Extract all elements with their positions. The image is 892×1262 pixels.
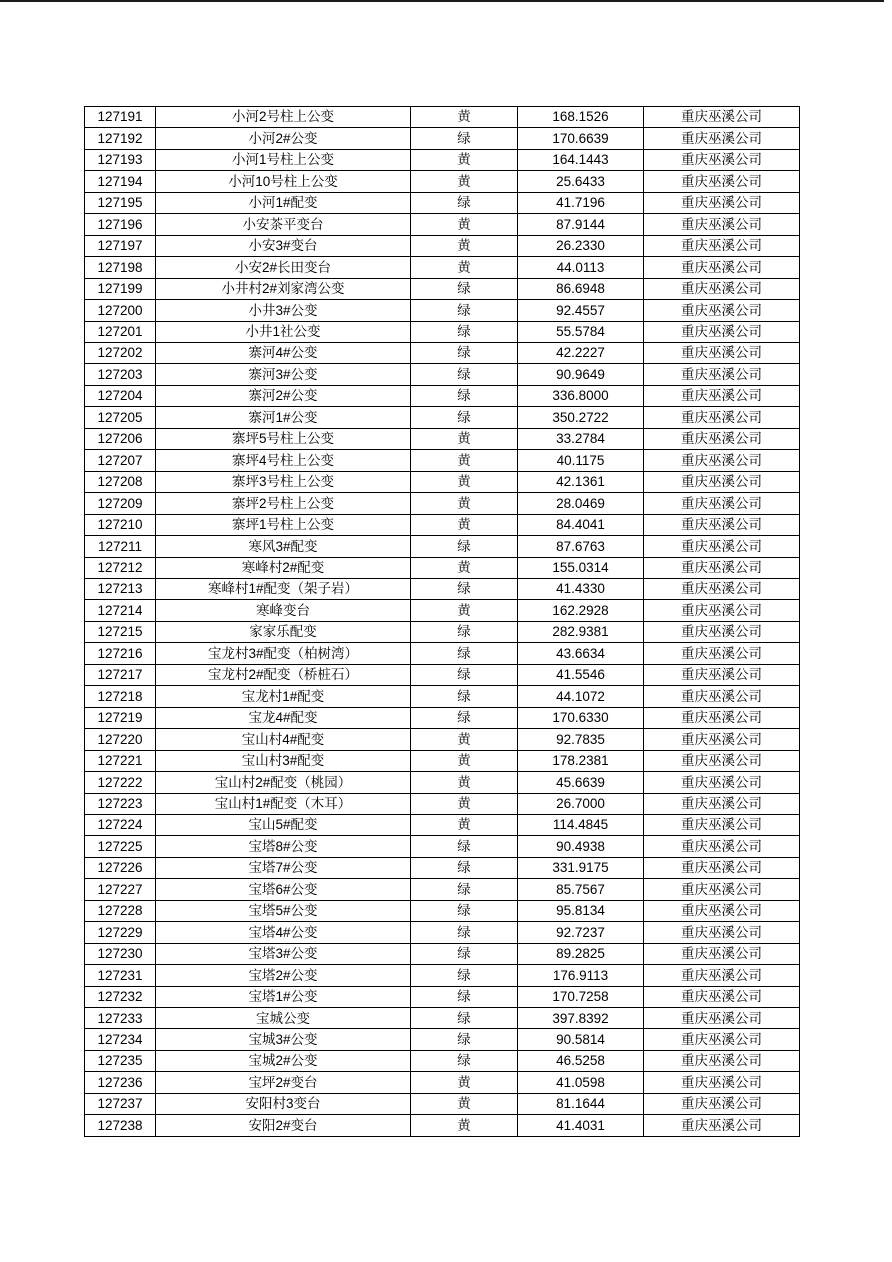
table-row [85,729,800,750]
cell-company: 重庆巫溪公司 [644,107,800,128]
cell-color-flag: 绿 [411,1050,518,1071]
cell-color-flag: 黄 [411,214,518,235]
table-row [85,900,800,921]
cell-row-id: 127205 [85,407,156,428]
cell-value: 89.2825 [518,943,644,964]
cell-row-id: 127214 [85,600,156,621]
cell-value: 25.6433 [518,171,644,192]
cell-color-flag: 绿 [411,321,518,342]
cell-color-flag: 黄 [411,514,518,535]
table-row [85,1093,800,1114]
cell-transformer-name: 小井1社公变 [156,321,411,342]
cell-value: 164.1443 [518,149,644,170]
cell-color-flag: 绿 [411,364,518,385]
cell-company: 重庆巫溪公司 [644,986,800,1007]
cell-company: 重庆巫溪公司 [644,536,800,557]
cell-value: 162.2928 [518,600,644,621]
cell-transformer-name: 宝塔7#公变 [156,857,411,878]
table-row [85,965,800,986]
table-row [85,321,800,342]
cell-row-id: 127224 [85,814,156,835]
cell-company: 重庆巫溪公司 [644,428,800,449]
table-row [85,643,800,664]
cell-transformer-name: 小安3#变台 [156,235,411,256]
cell-transformer-name: 小安2#长田变台 [156,257,411,278]
cell-row-id: 127204 [85,385,156,406]
cell-value: 33.2784 [518,428,644,449]
cell-value: 87.9144 [518,214,644,235]
cell-company: 重庆巫溪公司 [644,729,800,750]
cell-value: 90.9649 [518,364,644,385]
cell-company: 重庆巫溪公司 [644,643,800,664]
cell-transformer-name: 小井村2#刘家湾公变 [156,278,411,299]
cell-value: 41.4031 [518,1115,644,1137]
cell-company: 重庆巫溪公司 [644,257,800,278]
table-row [85,1008,800,1029]
cell-color-flag: 绿 [411,836,518,857]
cell-row-id: 127230 [85,943,156,964]
cell-value: 41.4330 [518,578,644,599]
cell-company: 重庆巫溪公司 [644,171,800,192]
cell-transformer-name: 宝龙村2#配变（桥桩石） [156,664,411,685]
cell-transformer-name: 宝塔3#公变 [156,943,411,964]
cell-transformer-name: 宝塔6#公变 [156,879,411,900]
cell-color-flag: 黄 [411,171,518,192]
table-row [85,536,800,557]
table-row [85,471,800,492]
cell-value: 336.8000 [518,385,644,406]
cell-company: 重庆巫溪公司 [644,879,800,900]
cell-color-flag: 绿 [411,857,518,878]
cell-value: 42.1361 [518,471,644,492]
table-row [85,578,800,599]
cell-color-flag: 黄 [411,600,518,621]
cell-company: 重庆巫溪公司 [644,385,800,406]
cell-transformer-name: 小河1#配变 [156,192,411,213]
cell-transformer-name: 小河10号柱上公变 [156,171,411,192]
cell-value: 41.0598 [518,1072,644,1093]
cell-company: 重庆巫溪公司 [644,493,800,514]
table-row [85,278,800,299]
cell-color-flag: 绿 [411,342,518,363]
cell-row-id: 127233 [85,1008,156,1029]
cell-company: 重庆巫溪公司 [644,1072,800,1093]
cell-row-id: 127228 [85,900,156,921]
cell-company: 重庆巫溪公司 [644,514,800,535]
cell-company: 重庆巫溪公司 [644,471,800,492]
cell-transformer-name: 宝山村3#配变 [156,750,411,771]
cell-company: 重庆巫溪公司 [644,235,800,256]
cell-company: 重庆巫溪公司 [644,857,800,878]
cell-color-flag: 黄 [411,149,518,170]
cell-row-id: 127196 [85,214,156,235]
cell-company: 重庆巫溪公司 [644,600,800,621]
cell-row-id: 127231 [85,965,156,986]
table-row [85,1072,800,1093]
cell-color-flag: 绿 [411,578,518,599]
cell-company: 重庆巫溪公司 [644,814,800,835]
cell-row-id: 127201 [85,321,156,342]
cell-value: 331.9175 [518,857,644,878]
cell-company: 重庆巫溪公司 [644,836,800,857]
cell-color-flag: 黄 [411,493,518,514]
cell-transformer-name: 宝塔8#公变 [156,836,411,857]
cell-row-id: 127191 [85,107,156,128]
cell-company: 重庆巫溪公司 [644,664,800,685]
cell-value: 178.2381 [518,750,644,771]
cell-row-id: 127223 [85,793,156,814]
cell-transformer-name: 寨河3#公变 [156,364,411,385]
table-row [85,707,800,728]
cell-color-flag: 绿 [411,407,518,428]
cell-value: 46.5258 [518,1050,644,1071]
cell-transformer-name: 宝山村4#配变 [156,729,411,750]
cell-row-id: 127198 [85,257,156,278]
cell-company: 重庆巫溪公司 [644,1029,800,1050]
cell-value: 92.7835 [518,729,644,750]
table-row [85,493,800,514]
table-row [85,879,800,900]
cell-color-flag: 黄 [411,750,518,771]
cell-row-id: 127203 [85,364,156,385]
cell-transformer-name: 宝塔1#公变 [156,986,411,1007]
cell-value: 86.6948 [518,278,644,299]
cell-color-flag: 绿 [411,192,518,213]
table-row [85,214,800,235]
cell-color-flag: 黄 [411,471,518,492]
cell-value: 90.4938 [518,836,644,857]
table-row [85,1029,800,1050]
cell-color-flag: 黄 [411,814,518,835]
table-row [85,1050,800,1071]
cell-transformer-name: 寨坪5号柱上公变 [156,428,411,449]
cell-transformer-name: 寒峰村2#配变 [156,557,411,578]
cell-transformer-name: 寒峰村1#配变（架子岩） [156,578,411,599]
cell-color-flag: 绿 [411,300,518,321]
cell-row-id: 127216 [85,643,156,664]
cell-color-flag: 黄 [411,257,518,278]
cell-company: 重庆巫溪公司 [644,621,800,642]
table-row [85,836,800,857]
cell-color-flag: 黄 [411,1072,518,1093]
cell-transformer-name: 宝塔5#公变 [156,900,411,921]
cell-company: 重庆巫溪公司 [644,128,800,149]
cell-value: 397.8392 [518,1008,644,1029]
cell-company: 重庆巫溪公司 [644,943,800,964]
cell-transformer-name: 宝山村2#配变（桃园） [156,772,411,793]
cell-value: 168.1526 [518,107,644,128]
cell-company: 重庆巫溪公司 [644,922,800,943]
cell-color-flag: 黄 [411,107,518,128]
cell-row-id: 127234 [85,1029,156,1050]
cell-color-flag: 绿 [411,879,518,900]
cell-transformer-name: 宝龙村3#配变（柏树湾） [156,643,411,664]
table-row [85,257,800,278]
table-row [85,107,800,128]
cell-color-flag: 绿 [411,965,518,986]
table-row [85,943,800,964]
cell-value: 176.9113 [518,965,644,986]
cell-value: 43.6634 [518,643,644,664]
cell-company: 重庆巫溪公司 [644,1050,800,1071]
cell-row-id: 127220 [85,729,156,750]
cell-company: 重庆巫溪公司 [644,900,800,921]
cell-value: 170.6639 [518,128,644,149]
table-row [85,922,800,943]
cell-row-id: 127225 [85,836,156,857]
cell-company: 重庆巫溪公司 [644,450,800,471]
cell-color-flag: 黄 [411,793,518,814]
cell-company: 重庆巫溪公司 [644,192,800,213]
cell-transformer-name: 宝塔2#公变 [156,965,411,986]
cell-value: 28.0469 [518,493,644,514]
table-row [85,128,800,149]
cell-value: 44.1072 [518,686,644,707]
cell-value: 26.2330 [518,235,644,256]
cell-color-flag: 绿 [411,1029,518,1050]
transformer-table [84,106,800,1137]
cell-color-flag: 绿 [411,278,518,299]
cell-transformer-name: 寨坪3号柱上公变 [156,471,411,492]
table-row [85,600,800,621]
cell-value: 40.1175 [518,450,644,471]
cell-row-id: 127215 [85,621,156,642]
cell-color-flag: 黄 [411,729,518,750]
cell-row-id: 127199 [85,278,156,299]
cell-value: 81.1644 [518,1093,644,1114]
cell-row-id: 127206 [85,428,156,449]
table-row [85,450,800,471]
table-row [85,428,800,449]
cell-company: 重庆巫溪公司 [644,1115,800,1137]
cell-transformer-name: 小井3#公变 [156,300,411,321]
cell-row-id: 127236 [85,1072,156,1093]
cell-color-flag: 黄 [411,1115,518,1137]
cell-row-id: 127221 [85,750,156,771]
cell-value: 92.7237 [518,922,644,943]
cell-company: 重庆巫溪公司 [644,1093,800,1114]
cell-value: 350.2722 [518,407,644,428]
table-row [85,364,800,385]
cell-row-id: 127238 [85,1115,156,1137]
cell-transformer-name: 家家乐配变 [156,621,411,642]
cell-row-id: 127193 [85,149,156,170]
cell-row-id: 127211 [85,536,156,557]
cell-row-id: 127217 [85,664,156,685]
cell-row-id: 127222 [85,772,156,793]
cell-value: 44.0113 [518,257,644,278]
cell-value: 41.7196 [518,192,644,213]
cell-company: 重庆巫溪公司 [644,578,800,599]
cell-value: 92.4557 [518,300,644,321]
table-row [85,171,800,192]
cell-transformer-name: 寨河4#公变 [156,342,411,363]
cell-color-flag: 绿 [411,900,518,921]
table-row [85,686,800,707]
cell-color-flag: 黄 [411,235,518,256]
cell-color-flag: 绿 [411,1008,518,1029]
cell-value: 170.7258 [518,986,644,1007]
cell-value: 282.9381 [518,621,644,642]
cell-company: 重庆巫溪公司 [644,965,800,986]
cell-value: 42.2227 [518,342,644,363]
cell-transformer-name: 宝龙4#配变 [156,707,411,728]
cell-company: 重庆巫溪公司 [644,707,800,728]
cell-color-flag: 绿 [411,943,518,964]
cell-color-flag: 绿 [411,664,518,685]
cell-value: 85.7567 [518,879,644,900]
cell-value: 114.4845 [518,814,644,835]
cell-value: 26.7000 [518,793,644,814]
table-row [85,192,800,213]
cell-transformer-name: 寨河2#公变 [156,385,411,406]
cell-row-id: 127200 [85,300,156,321]
cell-row-id: 127212 [85,557,156,578]
table-row [85,407,800,428]
cell-value: 84.4041 [518,514,644,535]
cell-row-id: 127195 [85,192,156,213]
cell-transformer-name: 宝城3#公变 [156,1029,411,1050]
cell-color-flag: 绿 [411,385,518,406]
cell-row-id: 127226 [85,857,156,878]
cell-company: 重庆巫溪公司 [644,772,800,793]
cell-company: 重庆巫溪公司 [644,407,800,428]
table-row [85,149,800,170]
cell-row-id: 127194 [85,171,156,192]
cell-color-flag: 绿 [411,686,518,707]
cell-row-id: 127235 [85,1050,156,1071]
cell-company: 重庆巫溪公司 [644,750,800,771]
cell-transformer-name: 宝龙村1#配变 [156,686,411,707]
cell-value: 155.0314 [518,557,644,578]
cell-color-flag: 黄 [411,450,518,471]
table-row [85,235,800,256]
cell-row-id: 127197 [85,235,156,256]
cell-company: 重庆巫溪公司 [644,1008,800,1029]
cell-row-id: 127218 [85,686,156,707]
table-row [85,514,800,535]
cell-company: 重庆巫溪公司 [644,793,800,814]
cell-transformer-name: 寨坪4号柱上公变 [156,450,411,471]
cell-value: 41.5546 [518,664,644,685]
cell-company: 重庆巫溪公司 [644,686,800,707]
cell-company: 重庆巫溪公司 [644,214,800,235]
table-row [85,793,800,814]
table-row [85,986,800,1007]
cell-row-id: 127227 [85,879,156,900]
cell-value: 90.5814 [518,1029,644,1050]
cell-transformer-name: 寒峰变台 [156,600,411,621]
cell-row-id: 127209 [85,493,156,514]
cell-row-id: 127210 [85,514,156,535]
cell-color-flag: 黄 [411,1093,518,1114]
cell-color-flag: 绿 [411,643,518,664]
cell-color-flag: 绿 [411,621,518,642]
table-row [85,772,800,793]
cell-row-id: 127208 [85,471,156,492]
cell-transformer-name: 寨坪1号柱上公变 [156,514,411,535]
cell-transformer-name: 小安茶平变台 [156,214,411,235]
cell-row-id: 127207 [85,450,156,471]
cell-company: 重庆巫溪公司 [644,278,800,299]
cell-value: 45.6639 [518,772,644,793]
cell-company: 重庆巫溪公司 [644,557,800,578]
cell-transformer-name: 宝坪2#变台 [156,1072,411,1093]
cell-color-flag: 绿 [411,707,518,728]
cell-row-id: 127232 [85,986,156,1007]
cell-row-id: 127202 [85,342,156,363]
cell-color-flag: 绿 [411,128,518,149]
table-row [85,857,800,878]
cell-value: 170.6330 [518,707,644,728]
table-row [85,621,800,642]
cell-row-id: 127219 [85,707,156,728]
cell-row-id: 127192 [85,128,156,149]
cell-transformer-name: 宝塔4#公变 [156,922,411,943]
table-row [85,750,800,771]
table-row [85,300,800,321]
table-row [85,1115,800,1137]
cell-transformer-name: 小河2号柱上公变 [156,107,411,128]
cell-color-flag: 绿 [411,536,518,557]
cell-value: 95.8134 [518,900,644,921]
cell-transformer-name: 小河1号柱上公变 [156,149,411,170]
cell-color-flag: 黄 [411,428,518,449]
cell-color-flag: 绿 [411,986,518,1007]
transformer-table-body [85,107,800,1137]
cell-transformer-name: 寨河1#公变 [156,407,411,428]
cell-transformer-name: 宝山5#配变 [156,814,411,835]
cell-transformer-name: 宝城2#公变 [156,1050,411,1071]
cell-value: 55.5784 [518,321,644,342]
cell-color-flag: 绿 [411,922,518,943]
cell-row-id: 127237 [85,1093,156,1114]
cell-transformer-name: 安阳村3变台 [156,1093,411,1114]
cell-transformer-name: 宝山村1#配变（木耳） [156,793,411,814]
cell-company: 重庆巫溪公司 [644,149,800,170]
table-row [85,385,800,406]
cell-color-flag: 黄 [411,772,518,793]
cell-transformer-name: 安阳2#变台 [156,1115,411,1137]
cell-transformer-name: 小河2#公变 [156,128,411,149]
cell-transformer-name: 寒风3#配变 [156,536,411,557]
cell-transformer-name: 宝城公变 [156,1008,411,1029]
cell-company: 重庆巫溪公司 [644,364,800,385]
table-row [85,664,800,685]
cell-row-id: 127213 [85,578,156,599]
cell-value: 87.6763 [518,536,644,557]
table-row [85,814,800,835]
table-row [85,557,800,578]
cell-company: 重庆巫溪公司 [644,342,800,363]
cell-company: 重庆巫溪公司 [644,300,800,321]
cell-transformer-name: 寨坪2号柱上公变 [156,493,411,514]
cell-row-id: 127229 [85,922,156,943]
cell-color-flag: 黄 [411,557,518,578]
table-row [85,342,800,363]
cell-company: 重庆巫溪公司 [644,321,800,342]
scan-edge-line [0,0,884,2]
